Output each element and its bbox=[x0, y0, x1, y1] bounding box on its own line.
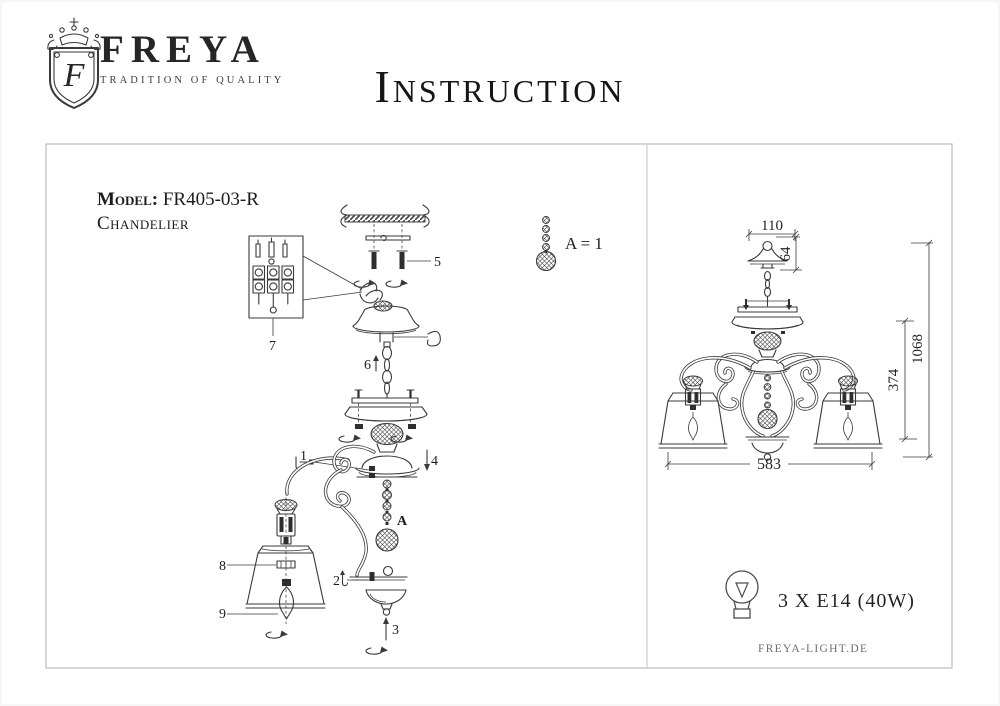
callout-4: 4 bbox=[431, 454, 438, 469]
callout-1: 1 bbox=[300, 449, 307, 464]
svg-text:583: 583 bbox=[757, 456, 781, 473]
page-title: Instruction bbox=[374, 61, 626, 112]
bottom-bowl bbox=[366, 590, 406, 615]
chain bbox=[383, 342, 392, 398]
logo-monogram: F bbox=[63, 57, 85, 94]
canopy bbox=[353, 283, 419, 342]
bulb-icon bbox=[726, 571, 758, 618]
front-bead-chain bbox=[758, 375, 777, 429]
dim-64 bbox=[776, 234, 802, 273]
candle-bulb bbox=[279, 579, 293, 619]
dimension-diagram bbox=[659, 218, 933, 655]
dim-110 bbox=[746, 218, 798, 241]
bead-chain bbox=[383, 480, 392, 525]
svg-text:1068: 1068 bbox=[910, 334, 926, 364]
scroll-arm bbox=[287, 446, 374, 575]
brand-tagline: TRADITION OF QUALITY bbox=[100, 75, 285, 86]
exploded-diagram bbox=[219, 205, 603, 654]
model-label: Model: bbox=[97, 189, 159, 210]
anchor-screws bbox=[354, 251, 431, 287]
callout-6: 6 bbox=[364, 358, 371, 373]
arrow-up-3 bbox=[366, 617, 389, 654]
mounting-bracket bbox=[366, 224, 410, 251]
screw-2 bbox=[340, 570, 368, 586]
callout-5: 5 bbox=[434, 255, 441, 270]
crystal-ball bbox=[376, 529, 398, 551]
terminal-box-inset bbox=[249, 236, 362, 336]
ceiling bbox=[341, 205, 429, 227]
front-left-lamp bbox=[659, 376, 727, 448]
callout-7: 7 bbox=[269, 339, 276, 354]
brand-name: FREYA bbox=[100, 28, 266, 71]
svg-text:374: 374 bbox=[886, 368, 902, 392]
callout-9: 9 bbox=[219, 607, 226, 622]
legend-crystal-strand bbox=[537, 217, 556, 271]
crystal-knot bbox=[371, 424, 403, 453]
svg-text:110: 110 bbox=[761, 218, 783, 234]
arrow-down-4 bbox=[424, 450, 430, 471]
callout-8: 8 bbox=[219, 559, 226, 574]
callout-a: A bbox=[397, 514, 408, 529]
dim-583 bbox=[665, 452, 875, 473]
callout-2: 2 bbox=[333, 574, 340, 589]
dim-1068 bbox=[903, 240, 933, 460]
legend-text: A = 1 bbox=[565, 234, 603, 253]
product-type: Chandelier bbox=[97, 213, 190, 234]
svg-text:64: 64 bbox=[778, 246, 794, 262]
arrow-up-6 bbox=[373, 355, 379, 371]
website: FREYA-LIGHT.DE bbox=[758, 643, 869, 655]
bulb-spec: 3 X E14 (40W) bbox=[778, 590, 915, 612]
model-value: FR405-03-R bbox=[162, 189, 259, 210]
callout-3: 3 bbox=[392, 623, 399, 638]
front-crystal-knot bbox=[754, 332, 781, 357]
dome bbox=[356, 456, 419, 478]
lampshade bbox=[246, 546, 325, 608]
